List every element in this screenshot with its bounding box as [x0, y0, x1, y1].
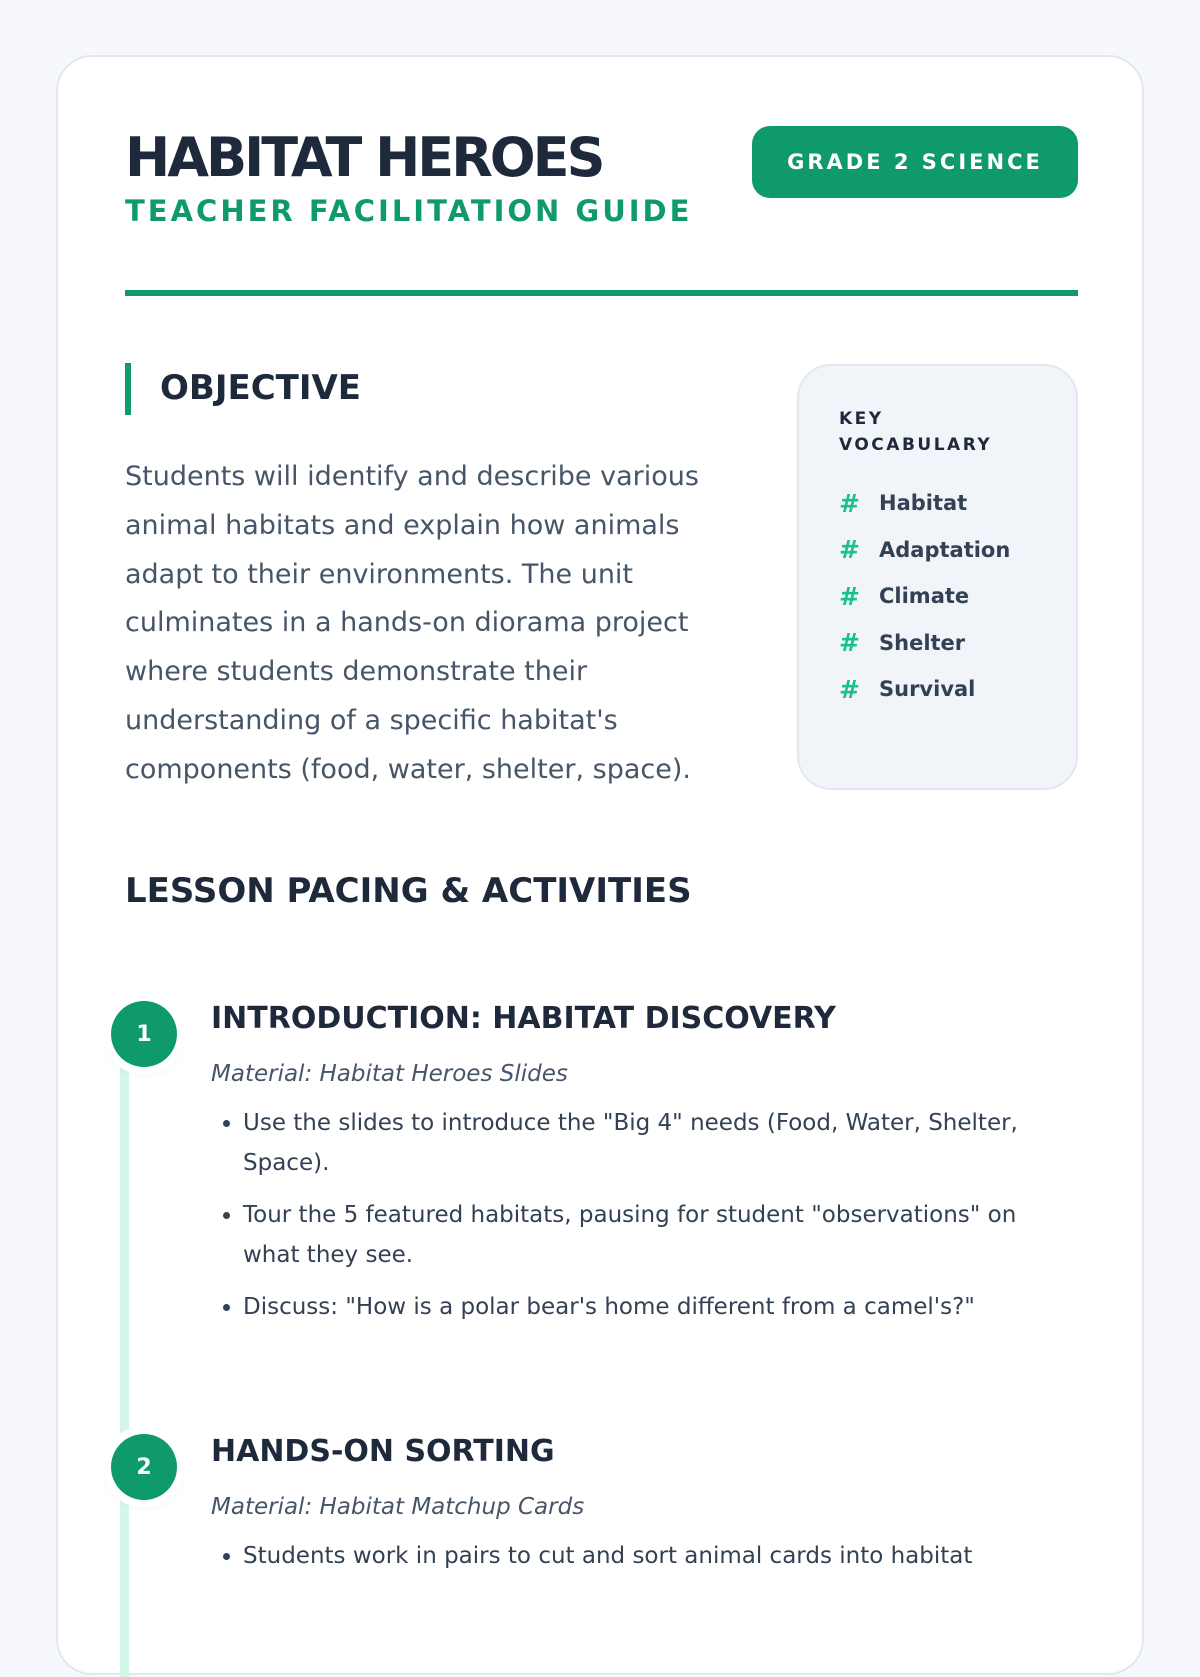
list-item: • Use the slides to introduce the "Big 4" needs (Food, Water, Shelter, Space). — [243, 1104, 1041, 1183]
step-title: INTRODUCTION: HABITAT DISCOVERY — [211, 1001, 836, 1036]
header-divider — [125, 290, 1078, 296]
page-title: HABITAT HEROES — [125, 126, 603, 189]
step-title: HANDS-ON SORTING — [211, 1434, 555, 1469]
vocabulary-term: Climate — [879, 584, 970, 609]
list-item: • Students work in pairs to cut and sort animal cards into habitat — [243, 1537, 1041, 1577]
vocabulary-item — [839, 666, 1010, 713]
vocabulary-term: Survival — [879, 677, 976, 702]
vocabulary-title: KEY VOCABULARY — [839, 409, 993, 455]
hash-icon: # — [839, 488, 860, 518]
step-material: Material: Habitat Matchup Cards — [211, 1494, 585, 1520]
guide-card — [56, 55, 1144, 1675]
key-vocabulary-box — [797, 364, 1078, 790]
objective-text: Students will identify and describe various animal habitats and explain how animals adapt to their environments. The unit culminates in a hands-on diorama project where students demonstrate their understanding of a specific habitat's components (food, water, shelter, space). — [125, 461, 699, 785]
vocabulary-item — [839, 480, 1010, 527]
vocabulary-term: Shelter — [879, 630, 966, 655]
step-number-badge: 2 — [111, 1434, 177, 1500]
vocabulary-term: Habitat — [879, 491, 968, 516]
timeline-line — [120, 1037, 129, 1677]
step-activity-list — [211, 1104, 1041, 1341]
vocabulary-item — [839, 527, 1010, 574]
hash-icon: # — [839, 581, 860, 611]
list-item: • Discuss: "How is a polar bear's home different from a camel's?" — [243, 1288, 1041, 1328]
vocabulary-list — [839, 480, 1010, 713]
step-number-badge: 1 — [111, 1001, 177, 1067]
vocabulary-item — [839, 573, 1010, 620]
vocabulary-term: Adaptation — [879, 537, 1011, 562]
page-subtitle: TEACHER FACILITATION GUIDE — [125, 194, 693, 228]
pacing-heading: LESSON PACING & ACTIVITIES — [125, 871, 692, 911]
hash-icon: # — [839, 535, 860, 565]
step-material: Material: Habitat Heroes Slides — [211, 1061, 568, 1087]
hash-icon: # — [839, 628, 860, 658]
vocabulary-item — [839, 620, 1010, 667]
objective-heading: OBJECTIVE — [160, 368, 362, 408]
objective-accent-bar — [125, 363, 131, 415]
step-activity-list — [211, 1537, 1041, 1590]
hash-icon: # — [839, 674, 860, 704]
list-item: • Tour the 5 featured habitats, pausing for student "observations" on what they see. — [243, 1196, 1041, 1275]
grade-badge: GRADE 2 SCIENCE — [752, 126, 1078, 198]
